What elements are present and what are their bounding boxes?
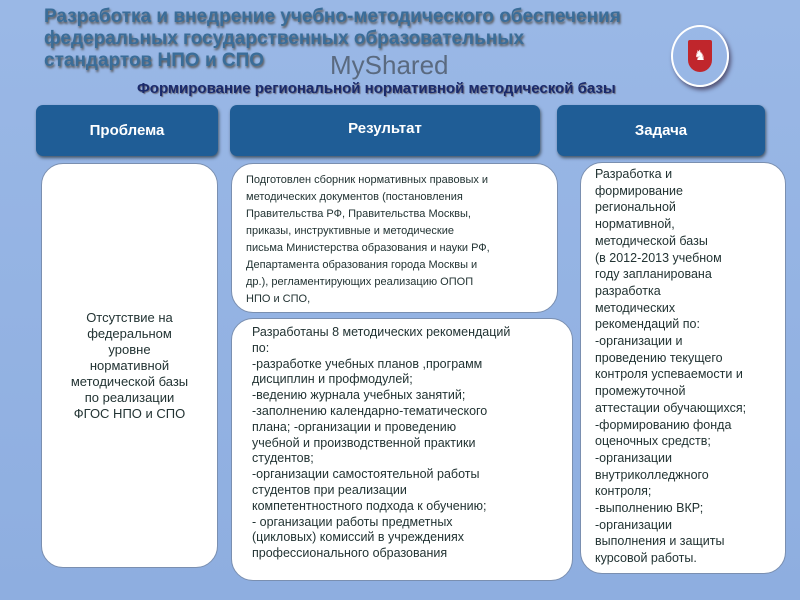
problem-box (41, 163, 218, 568)
header-task: Задача (557, 105, 765, 156)
header-problem: Проблема (36, 105, 218, 156)
result-box-1: Подготовлен сборник нормативных правовых и методических документов (постановления Правительства РФ, Правительства Москвы, приказы, инструктивные и методические письма Министерства образования и науки РФ, Департамента образования города Москвы и др.), регламентирующих реализацию ОПОП НПО и СПО, (231, 163, 558, 313)
result-box-2: Разработаны 8 методических рекомендаций по: -разработке учебных планов ,программ дисциплин и профмодулей; -ведению журнала учебных занятий; -заполнению календарно-тематического плана; -организации и проведению учебной и производственной практики студентов; -организации самостоятельной работы студентов при реализации компетентностного подхода к обучению; - организации работы предметных (цикловых) комиссий в учреждениях профессионального образования (231, 318, 573, 581)
slide-subtitle: Формирование региональной нормативной методической базы (137, 80, 616, 97)
slide-title: Разработка и внедрение учебно-методического обеспечения федеральных государственных образовательных стандартов НПО и СПО (44, 6, 621, 71)
task-box: Разработка и формирование региональной нормативной, методической базы (в 2012-2013 учебном году запланирована разработка методических рекомендаций по: -организации и проведению текущего контроля успеваемости и промежуточной аттестации обучающихся; -формированию фонда оценочных средств; -организации внутриколледжного контроля; -выполнению ВКР; -организации выполнения и защиты курсовой работы. (580, 162, 786, 574)
watermark: MyShared (330, 50, 449, 80)
problem-text: Отсутствие на федеральном уровне нормативной методической базы по реализации ФГОС НПО и СПО (70, 309, 189, 421)
moscow-emblem-icon: ♞ (671, 25, 729, 87)
header-result: Результат (230, 105, 540, 156)
